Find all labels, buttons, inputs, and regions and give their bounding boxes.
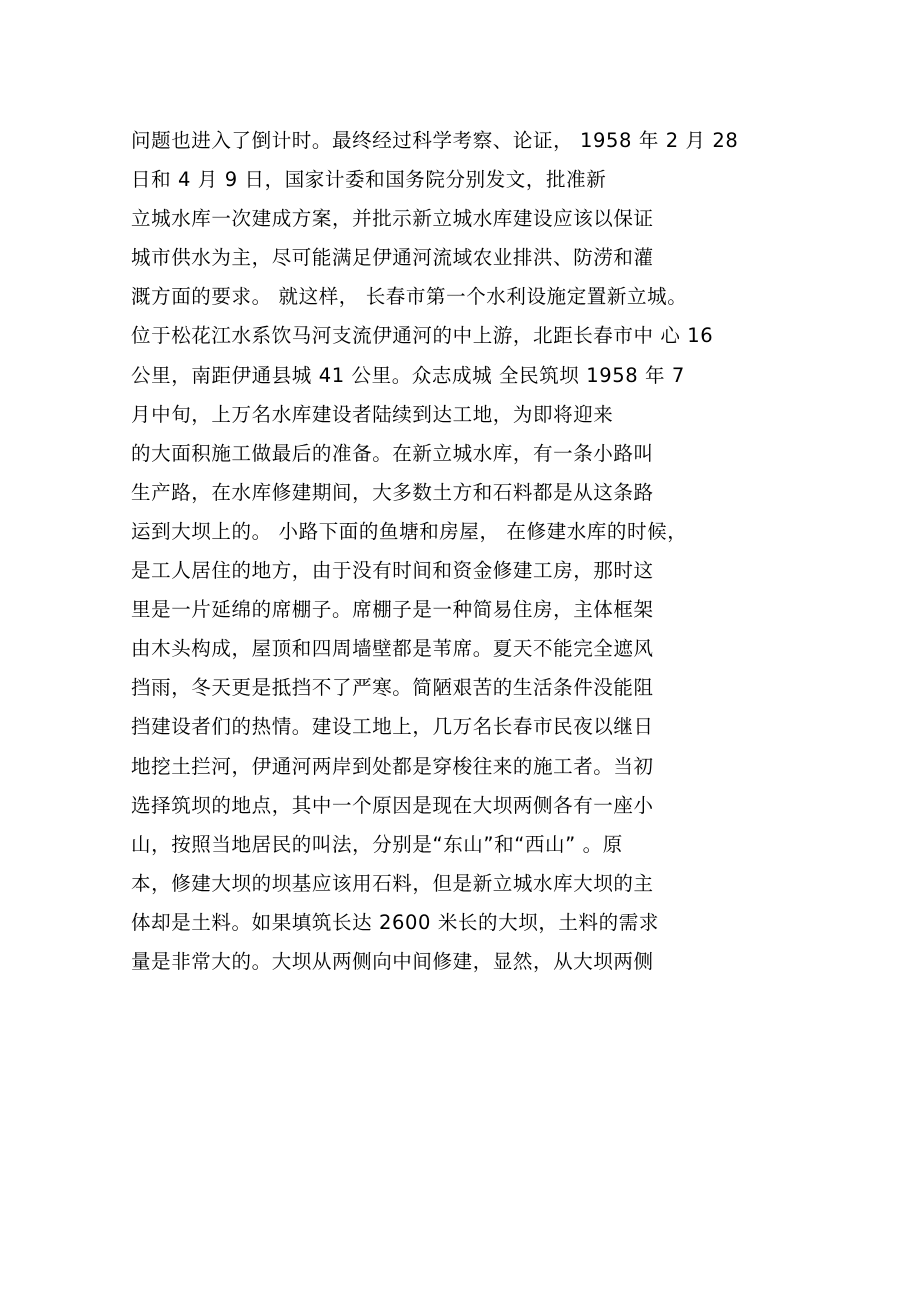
text-line: 城市供水为主，尽可能满足伊通河流域农业排洪、防涝和灌	[131, 246, 654, 270]
text-line: 量是非常大的。大坝从两侧向中间修建，显然，从大坝两侧	[131, 949, 654, 973]
text-line: 本，修建大坝的坝基应该用石料，但是新立城水库大坝的主	[131, 871, 654, 895]
text-line: 运到大坝上的。 小路下面的鱼塘和房屋， 在修建水库的时候，	[131, 519, 688, 543]
text-line: 公里，南距伊通县城 41 公里。众志成城 全民筑坝 1958 年 7	[131, 363, 685, 387]
text-line: 日和 4 月 9 日，国家计委和国务院分别发文，批准新	[131, 168, 607, 192]
text-line: 位于松花江水系饮马河支流伊通河的中上游，北距长春市中 心 16	[131, 324, 714, 348]
text-line: 溉方面的要求。 就这样， 长春市第一个水利设施定置新立城。	[131, 285, 688, 309]
text-line: 是工人居住的地方，由于没有时间和资金修建工房，那时这	[131, 559, 654, 583]
text-line: 挡建设者们的热情。建设工地上，几万名长春市民夜以继日	[131, 715, 654, 739]
text-line: 山，按照当地居民的叫法，分别是“东山”和“西山” 。原	[131, 832, 623, 856]
text-line: 生产路，在水库修建期间，大多数土方和石料都是从这条路	[131, 480, 654, 504]
text-line: 立城水库一次建成方案，并批示新立城水库建设应该以保证	[131, 207, 654, 231]
text-line: 里是一片延绵的席棚子。席棚子是一种简易住房，主体框架	[131, 598, 654, 622]
text-line: 问题也进入了倒计时。最终经过科学考察、论证， 1958 年 2 月 28	[131, 129, 739, 152]
text-line: 地挖土拦河，伊通河两岸到处都是穿梭往来的施工者。当初	[131, 754, 654, 778]
text-line: 选择筑坝的地点，其中一个原因是现在大坝两侧各有一座小	[131, 793, 654, 817]
text-line: 的大面积施工做最后的准备。在新立城水库，有一条小路叫	[131, 441, 654, 465]
body-text	[131, 121, 811, 981]
text-line: 由木头构成，屋顶和四周墙壁都是苇席。夏天不能完全遮风	[131, 637, 654, 661]
text-line: 月中旬，上万名水库建设者陆续到达工地，为即将迎来	[131, 402, 614, 426]
text-line: 体却是土料。如果填筑长达 2600 米长的大坝，土料的需求	[131, 910, 659, 934]
text-line: 挡雨，冬天更是抵挡不了严寒。简陋艰苦的生活条件没能阻	[131, 676, 654, 700]
